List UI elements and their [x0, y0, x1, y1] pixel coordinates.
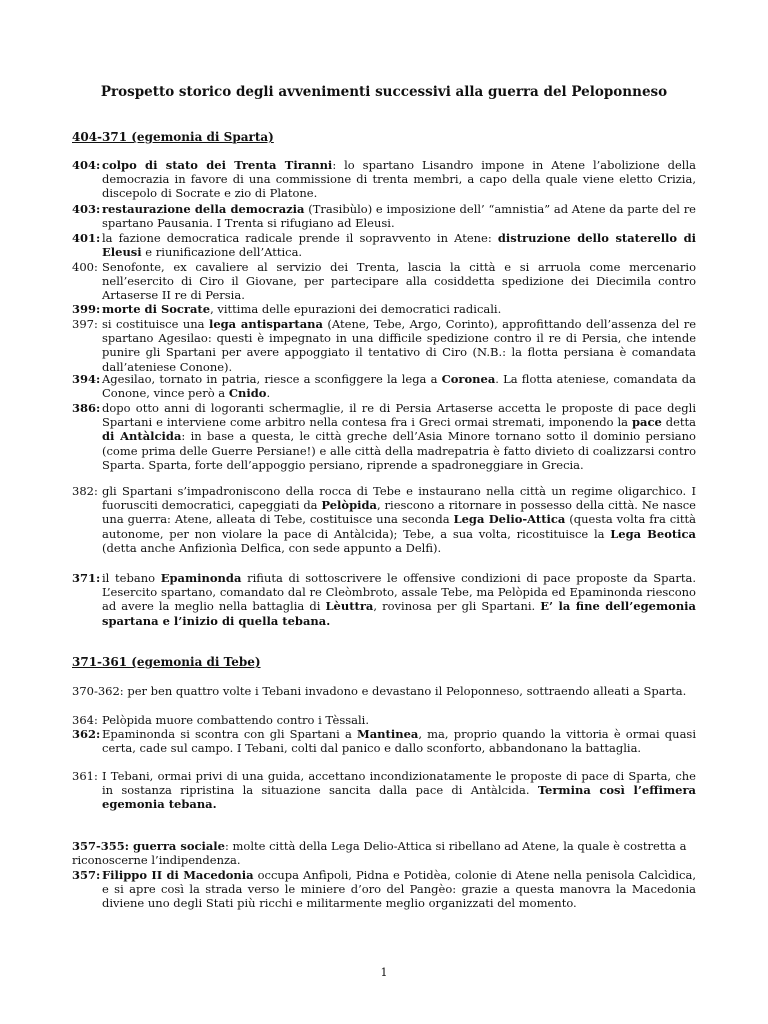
entry-year: 397:	[72, 317, 98, 331]
entry-text	[72, 839, 686, 867]
entry-year: 404:	[72, 158, 101, 172]
entry-text-run: Agesilao, tornato in patria, riesce a sconfiggere la lega a	[102, 372, 442, 386]
entry	[72, 769, 696, 812]
section-heading: 404-371 (egemonia di Sparta)	[72, 130, 274, 144]
entry-text-run: , ma, proprio quando la vittoria è ormai quasi certa, cade sul campo. I Tebani, colti dal panico e dallo sconforto, abbandonano la battaglia.	[102, 727, 697, 756]
entry-text-run: (Atene, Tebe, Argo, Corinto), approfittando dell’assenza del re spartano Agesilao: questi è impegnato in una difficile spedizione contro il re di Persia, che intende punire gli Spartani per avere appoggiato il tentativo di Ciro (N.B.: la flotta persiana è comandata dall’ateniese Conone).	[102, 317, 696, 374]
entry-text	[127, 684, 686, 698]
entry-text-run: occupa Anfìpoli, Pidna e Potidèa, colonie di Atene nella penisola Calcìdica, e si apre così la strada verso le miniere d’oro del Pangèo: grazie a questa manovra la Macedonia diviene uno degli Stati più ricchi e militarmente meglio organizzati del momento.	[102, 868, 696, 911]
entry-text-bold: lega antispartana	[208, 317, 323, 331]
page-title: Prospetto storico degli avvenimenti successivi alla guerra del Peloponneso	[100, 84, 668, 100]
entry-text-bold: Lega Beotica	[610, 526, 696, 541]
entry-text	[102, 727, 696, 755]
entry-text-run: I Tebani, ormai privi di una guida, accettano incondizionatamente le proposte di pace di Sparta, che in sostanza ripristina la situazione sancita dalla pace di Antàlcida.	[102, 769, 696, 798]
entry-text-run: detta	[661, 415, 696, 430]
entry	[72, 372, 696, 400]
entry	[72, 158, 696, 201]
entry-text-run: : lo spartano Lisandro impone in Atene l’abolizione della democrazia in favore di una commissione di trenta membri, a capo della quale viene eletto Crizia, discepolo di Socrate e zio di Platone.	[102, 158, 696, 201]
entry-text-bold: morte di Socrate	[102, 302, 211, 316]
entry-year: 382:	[72, 484, 98, 498]
entry-text-run: gli Spartani s’impadroniscono della rocca di Tebe e instaurano nella città un regime oligarchico. I fuorusciti democratici, capeggiati da	[102, 484, 696, 513]
entry-year: 357:	[72, 868, 101, 882]
entry-text-run: , riescono a ritornare in possesso della città. Ne nasce una guerra: Atene, alleata di Tebe, costituisce una seconda	[102, 498, 696, 527]
entry	[72, 401, 696, 472]
entry-text-run: rifiuta di sottoscrivere le offensive condizioni di pace proposte da Sparta. L’esercito spartano, comandato dal re Cleòmbroto, assale Tebe, ma Pelòpida ed Epaminonda riescono ad avere la meglio nella battaglia di	[102, 571, 696, 614]
entry	[72, 484, 696, 555]
entry-text-run: .	[266, 386, 271, 401]
entry-year: 401:	[72, 231, 101, 245]
entry-text-bold: Termina così l’effimera egemonia tebana.	[102, 783, 696, 812]
entry-text	[102, 401, 696, 472]
entry-text-bold: guerra sociale	[133, 839, 225, 853]
entry-year: 361:	[72, 769, 98, 783]
entry-year: 362:	[72, 727, 101, 741]
entry-text-run: il tebano	[102, 571, 161, 585]
entry-text	[102, 484, 696, 555]
entry-text-run: (questa volta fra città autonome, per non violare la pace di Antàlcida); Tebe, a sua volta, ricostituisce la	[102, 512, 696, 541]
entry-text-run: dopo otto anni di logoranti schermaglie, il re di Persia Artaserse accetta le proposte di pace degli Spartani e interviene come arbitro nella contesa fra i Greci ormai stremati, imponendo la	[102, 401, 696, 430]
entry-text-bold: distruzione dello staterello di Eleusi	[102, 231, 696, 260]
entry-text-bold: colpo di stato dei Trenta Tiranni	[102, 158, 333, 172]
entry-text-bold: Epaminonda	[160, 571, 242, 585]
entry-text-run: Epaminonda si scontra con gli Spartani a	[102, 727, 357, 741]
entry-year: 357-355:	[72, 839, 134, 853]
entry-text-run: (detta anche Anfizionìa Delfica, con sede appunto a Delfi).	[102, 540, 442, 555]
entry	[72, 713, 696, 727]
entry-year: 394:	[72, 372, 101, 386]
entry-text-run: Senofonte, ex cavaliere al servizio dei Trenta, lascia la città e si arruola come mercenario nell’esercito di Ciro il Giovane, per partecipare alla cosiddetta spedizione dei Diecimila contro Artaserse II re di Persia.	[102, 260, 696, 303]
entry-text-run: si costituisce una	[102, 317, 209, 331]
entry-year: 386:	[72, 401, 101, 415]
entry-text-bold: Filippo II di Macedonia	[102, 868, 254, 882]
section-heading: 371-361 (egemonia di Tebe)	[72, 655, 261, 669]
entry-text	[102, 302, 696, 316]
entry	[72, 839, 696, 867]
entry	[72, 317, 696, 374]
entry-year: 364:	[72, 713, 98, 727]
entry-text	[102, 868, 696, 911]
entry-text-bold: pace	[631, 415, 662, 430]
entry-text-run: . La flotta ateniese, comandata da Conone, vince però a	[102, 372, 696, 401]
entry-text	[102, 260, 696, 303]
entry-text-bold: di Antàlcida	[102, 429, 182, 444]
entry-text-bold: restaurazione della democrazia	[102, 202, 305, 216]
entry-year: 403:	[72, 202, 101, 216]
entry-text-run: Pelòpida muore combattendo contro i Tèssali.	[102, 713, 370, 727]
entry-text	[102, 372, 696, 400]
entry-text-run: , rovinosa per gli Spartani.	[373, 599, 541, 614]
entry	[72, 684, 696, 698]
entry	[72, 260, 696, 303]
entry-text	[102, 713, 696, 727]
entry	[72, 202, 696, 230]
entry	[72, 868, 696, 911]
entry-text-run: (Trasibùlo) e imposizione dell’ “amnistia” ad Atene da parte del re spartano Pausania. I Trenta si rifugiano ad Eleusi.	[102, 202, 696, 231]
entry	[72, 231, 696, 259]
entry-text-run: per ben quattro volte i Tebani invadono e devastano il Peloponneso, sottraendo alleati a Sparta.	[127, 684, 687, 698]
entry-year: 371:	[72, 571, 101, 585]
entry-year: 399:	[72, 302, 101, 316]
entry-text-bold: Lega Delio-Attica	[453, 512, 566, 527]
entry-year: 400:	[72, 260, 98, 274]
entry-text	[102, 231, 696, 259]
entry	[72, 302, 696, 316]
entry-text	[102, 317, 696, 374]
entry-text	[102, 571, 696, 628]
entry-text	[102, 769, 696, 812]
entry	[72, 727, 696, 755]
entry	[72, 571, 696, 628]
entry-text-run: la fazione democratica radicale prende il sopravvento in Atene:	[102, 231, 498, 245]
entry-text	[102, 202, 696, 230]
entry-text-run: , vittima delle epurazioni dei democratici radicali.	[210, 302, 502, 316]
entry-text-bold: E’ la fine dell’egemonia spartana e l’inizio di quella tebana.	[102, 599, 696, 628]
entry-text-bold: Lèuttra	[325, 599, 374, 614]
entry-text-run: e riunificazione dell’Attica.	[141, 245, 303, 260]
entry-text	[102, 158, 696, 201]
entry-text-run: : in base a questa, le città greche dell’Asia Minore tornano sotto il dominio persiano (come prima delle Guerre Persiane!) e alle città della madrepatria è fatto divieto di coalizzarsi contro Sparta. Sparta, forte dell’appoggio persiano, riprende a spadroneggiare in Grecia.	[102, 429, 696, 472]
entry-year: 370-362:	[72, 684, 128, 698]
entry-text-bold: Mantinea	[356, 727, 419, 741]
entry-text-bold: Pelòpida	[321, 498, 378, 513]
entry-text-run: : molte città della Lega Delio-Attica si ribellano ad Atene, la quale è costretta a riconoscerne l’indipendenza.	[72, 839, 687, 868]
page-number: 1	[380, 966, 388, 979]
entry-text-bold: Coronea	[441, 372, 496, 386]
entry-text-bold: Cnido	[228, 386, 267, 401]
